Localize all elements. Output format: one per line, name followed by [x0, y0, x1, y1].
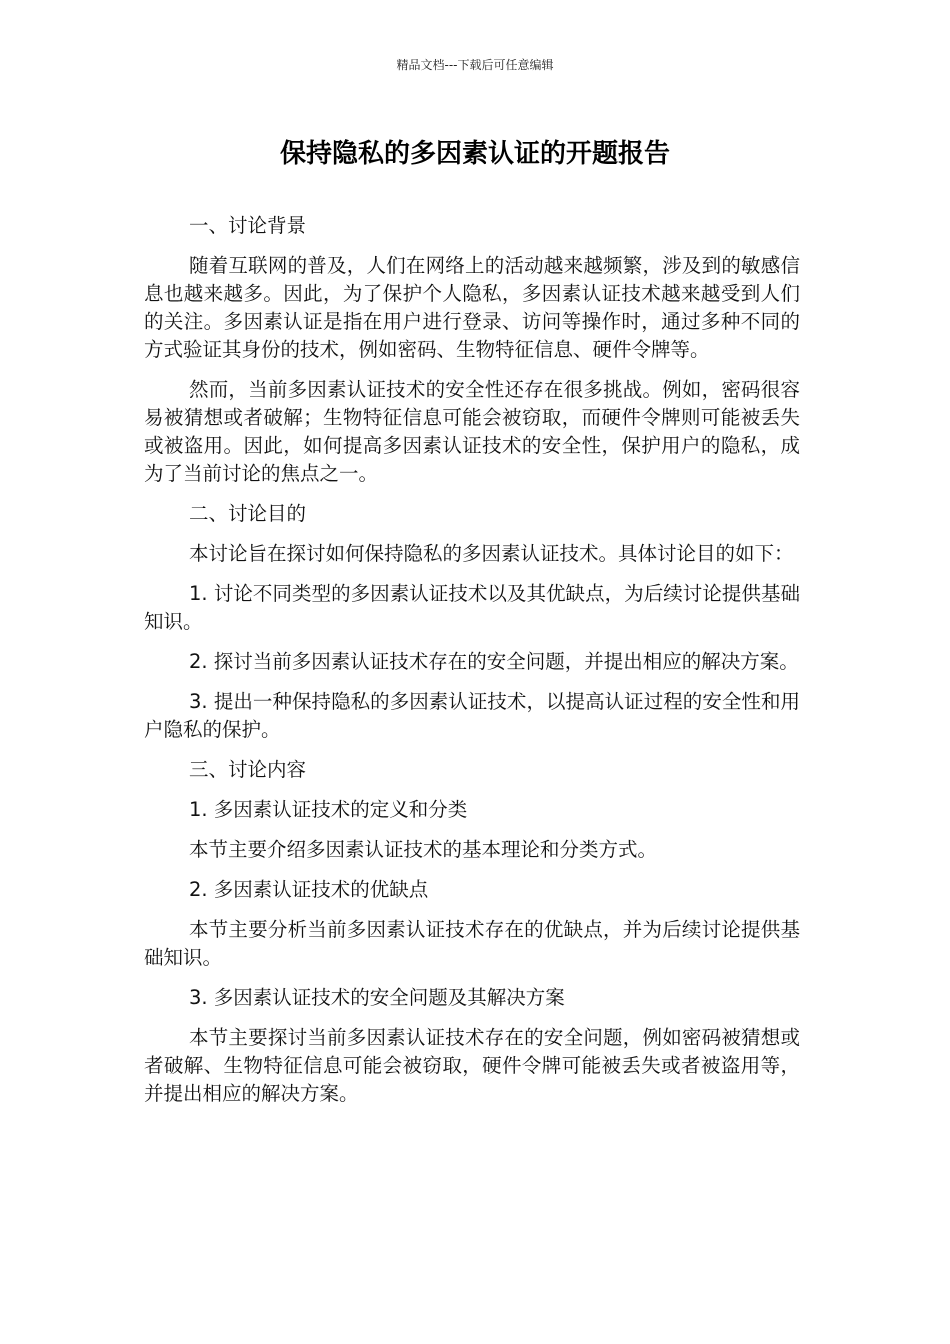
section-heading-background: 一、讨论背景	[189, 214, 307, 237]
paragraph: 本节主要介绍多因素认证技术的基本理论和分类方式。	[189, 838, 658, 861]
section-heading-purpose: 二、讨论目的	[189, 502, 307, 525]
subsection-heading: 2. 多因素认证技术的优缺点	[189, 878, 429, 901]
subsection-heading: 1. 多因素认证技术的定义和分类	[189, 798, 468, 821]
document-body	[144, 212, 800, 1120]
paragraph: 本讨论旨在探讨如何保持隐私的多因素认证技术。具体讨论目的如下：	[189, 542, 794, 565]
document-title: 保持隐私的多因素认证的开题报告	[279, 139, 670, 169]
header-note: 精品文档---下载后可任意编辑	[396, 58, 554, 72]
paragraph: 本节主要探讨当前多因素认证技术存在的安全问题，例如密码被猜想或者破解、生物特征信息可能会被窃取，硬件令牌可能被丢失或者被盗用等，并提出相应的解决方案。	[144, 1026, 800, 1105]
paragraph: 然而，当前多因素认证技术的安全性还存在很多挑战。例如，密码很容易被猜想或者破解；生物特征信息可能会被窃取，而硬件令牌则可能被丢失或被盗用。因此，如何提高多因素认证技术的安全性，保护用户的隐私，成为了当前讨论的焦点之一。	[144, 378, 800, 485]
list-item: 2. 探讨当前多因素认证技术存在的安全问题，并提出相应的解决方案。	[189, 650, 799, 673]
list-item: 3. 提出一种保持隐私的多因素认证技术，以提高认证过程的安全性和用户隐私的保护。	[144, 690, 800, 741]
paragraph: 本节主要分析当前多因素认证技术存在的优缺点，并为后续讨论提供基础知识。	[144, 918, 800, 969]
subsection-heading: 3. 多因素认证技术的安全问题及其解决方案	[189, 986, 565, 1009]
list-item: 1. 讨论不同类型的多因素认证技术以及其优缺点，为后续讨论提供基础知识。	[144, 582, 800, 633]
paragraph: 随着互联网的普及，人们在网络上的活动越来越频繁，涉及到的敏感信息也越来越多。因此，为了保护个人隐私，多因素认证技术越来越受到人们的关注。多因素认证是指在用户进行登录、访问等操作时，通过多种不同的方式验证其身份的技术，例如密码、生物特征信息、硬件令牌等。	[144, 254, 800, 361]
section-heading-content: 三、讨论内容	[189, 758, 307, 781]
